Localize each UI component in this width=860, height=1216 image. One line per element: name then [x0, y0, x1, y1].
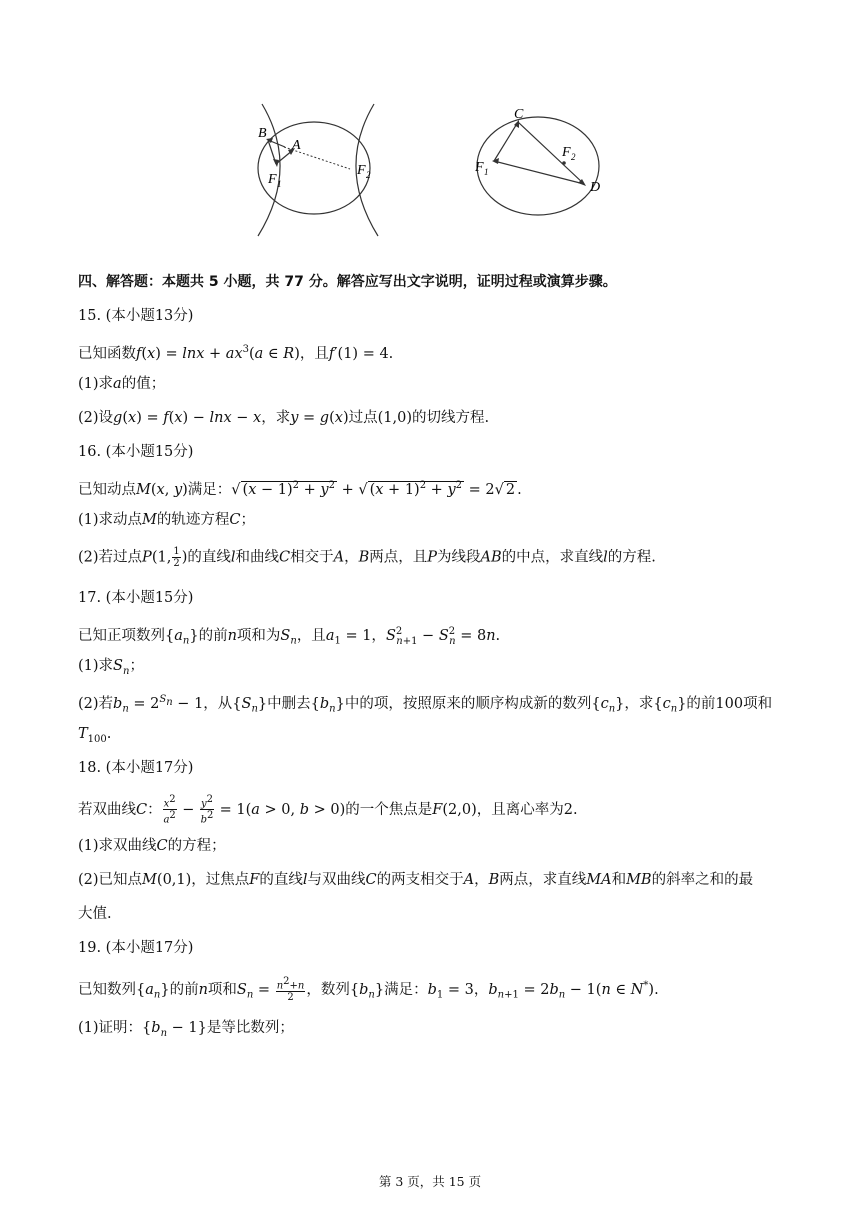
label-f1: F [268, 172, 277, 187]
problem-16-head: 16. (本小题15分) [78, 444, 194, 460]
segment-df1 [494, 161, 584, 184]
label-f1-sub: 1 [484, 167, 489, 177]
problem-19-head: 19. (本小题17分) [78, 940, 194, 956]
label-b: B [258, 126, 267, 141]
problem-17-head: 17. (本小题15分) [78, 590, 194, 606]
segment-f1c [494, 122, 518, 161]
problem-19-part1: (1)证明：$\{b_n - 1\}$是等比数列； [78, 1020, 294, 1039]
problem-17-part2: (2)若$b_n = 2^{S_n} - 1$，从$\{S_n\}$中删去$\{b_n\}$中的项，按照原来的顺序构成新的数列$\{c_n\}$，求$\{c_n\}$的前100项和 [78, 694, 773, 715]
problem-15-part2: (2)设g(x) = f(x) − lnx − x，求y = g(x)过点(1,0)的切线方程. [78, 410, 490, 426]
figure-hyperbola-circle [240, 98, 400, 240]
problem-19-stem: 已知数列$\{a_n\}$的前n项和$S_n$ = $\frac{n^2+n}{2}$ ，数列$\{b_n\}$满足：$b_1 = 3$，$b_{n+1} = 2b_n - 1(n$ ∈ N*). [78, 976, 659, 1004]
problem-15-part1: (1)求a的值； [78, 376, 166, 392]
label-f2: F [357, 163, 366, 178]
problem-17-part2-cont: $T_{100}$. [78, 726, 112, 745]
label-c: C [514, 107, 524, 122]
hyperbola-left-branch [258, 104, 280, 236]
problem-18-stem: 若双曲线C： $\frac{x^2}{a^2}$ − $\frac{y^2}{b^2}$ = 1(a > 0, b > 0)的一个焦点是F(2,0)，且离心率为2. [78, 794, 578, 826]
problem-18-part1: (1)求双曲线C的方程； [78, 838, 226, 854]
problem-18-head: 18. (本小题17分) [78, 760, 194, 776]
problem-15-stem: 已知函数$f(x) = \ln x + ax^3(a$ ∈ R)，且f′(1) = 4. [78, 344, 394, 362]
label-a: A [292, 138, 301, 153]
point-f2 [562, 161, 566, 165]
label-f2: F [562, 145, 571, 160]
problem-16-part2: (2)若过点P(1, $\frac{1}{2}$ )的直线l和曲线C相交于A，B两点，且P为线段AB的中点，求直线l的方程. [78, 546, 656, 569]
problem-16-part1: (1)求动点M的轨迹方程C； [78, 512, 256, 528]
figure-ellipse-triangle [470, 100, 610, 218]
problem-16-stem: 已知动点M(x, y)满足：√ $(x - 1)^2 + y^2$ + √ $(x + 1)^2 + y^2 = 2√$ 2 . [78, 480, 522, 498]
label-f1: F [475, 160, 484, 175]
label-f2-sub: 2 [571, 152, 576, 162]
section-heading: 四、解答题：本题共 5 小题，共 77 分。解答应写出文字说明，证明过程或演算步骤。 [78, 274, 617, 290]
problem-18-part2: (2)已知点M(0,1)，过焦点F的直线l与双曲线C的两支相交于A，B两点，求直线MA和MB的斜率之和的最 [78, 872, 754, 888]
label-f1-sub: 1 [277, 179, 282, 189]
label-d: D [590, 180, 601, 195]
problem-17-part1: (1)求$S_n$； [78, 658, 144, 677]
ellipse-shape [477, 117, 599, 215]
problem-15-head: 15. (本小题13分) [78, 308, 194, 324]
problem-17-stem: 已知正项数列$\{a_n\}$的前n项和为$S_n$，且$a_1 = 1$，$S^2_{n+1} - S^2_n = 8n$. [78, 626, 501, 647]
problem-18-part2-cont: 大值. [78, 906, 112, 922]
page-footer: 第 3 页，共 15 页 [378, 1174, 482, 1189]
label-f2-sub: 2 [366, 170, 371, 180]
